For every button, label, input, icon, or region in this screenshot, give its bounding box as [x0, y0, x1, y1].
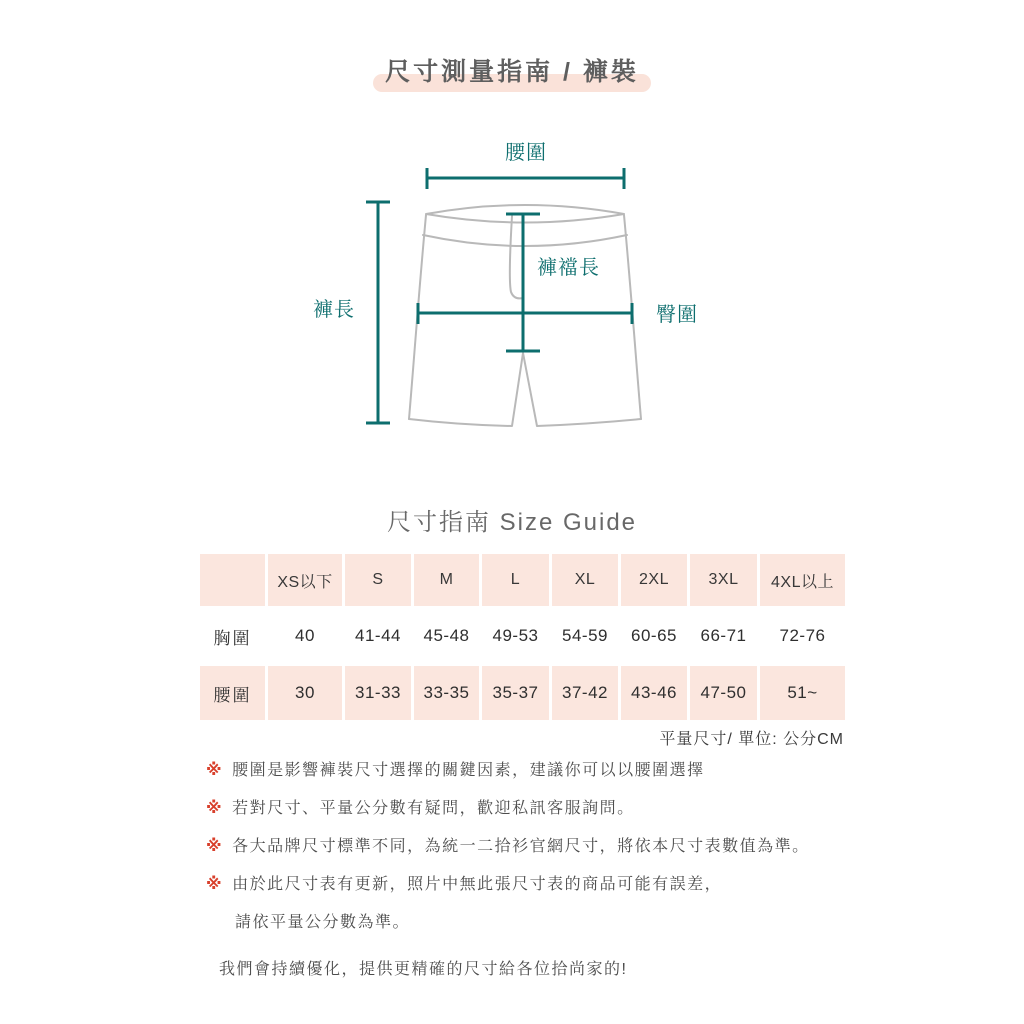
col-header: XL — [552, 554, 618, 606]
note-text: 由於此尺寸表有更新，照片中無此張尺寸表的商品可能有誤差， — [232, 876, 723, 893]
table-cell: 33-35 — [414, 666, 479, 720]
col-header: 2XL — [621, 554, 687, 606]
col-header: L — [482, 554, 549, 606]
fly-line — [510, 216, 523, 298]
table-cell: 41-44 — [345, 609, 411, 663]
note-item — [206, 795, 926, 818]
hip-label: 臀圍 — [656, 304, 698, 326]
table-cell: 72-76 — [760, 609, 845, 663]
table-corner-cell — [200, 554, 265, 606]
note-marker-icon: ※ — [206, 762, 224, 779]
note-item — [206, 757, 926, 780]
table-cell: 37-42 — [552, 666, 618, 720]
note-text: 腰圍是影響褲裝尺寸選擇的關鍵因素，建議你可以以腰圍選擇 — [232, 762, 705, 779]
note-marker-icon: ※ — [206, 838, 224, 855]
notes-footer: 我們會持續優化，提供更精確的尺寸給各位拾尚家的! — [219, 961, 628, 978]
col-header: 3XL — [690, 554, 757, 606]
crotch-length-label: 褲襠長 — [537, 257, 600, 279]
table-cell: 54-59 — [552, 609, 618, 663]
row-label-chest: 胸圍 — [200, 609, 265, 663]
note-marker-icon: ※ — [206, 876, 224, 893]
table-cell: 51~ — [760, 666, 845, 720]
note-item — [206, 833, 926, 856]
waist-measure-line — [427, 168, 624, 189]
waistband-seam — [423, 235, 627, 246]
table-cell: 66-71 — [690, 609, 757, 663]
table-cell: 43-46 — [621, 666, 687, 720]
table-cell: 49-53 — [482, 609, 549, 663]
col-header: M — [414, 554, 479, 606]
waist-label: 腰圍 — [505, 142, 547, 164]
table-cell: 30 — [268, 666, 342, 720]
size-guide-heading: 尺寸指南 Size Guide — [386, 509, 638, 536]
shorts-outline — [409, 205, 641, 426]
note-continuation: 請依平量公分數為準。 — [235, 914, 411, 931]
note-text: 若對尺寸、平量公分數有疑問，歡迎私訊客服詢問。 — [232, 800, 635, 817]
table-cell: 45-48 — [414, 609, 479, 663]
pants-measurement-diagram — [0, 0, 1024, 480]
pant-length-measure-line — [366, 202, 390, 423]
notes-section — [206, 757, 926, 979]
note-item — [206, 871, 926, 894]
col-header: S — [345, 554, 411, 606]
col-header: 4XL以上 — [760, 554, 845, 606]
table-cell: 35-37 — [482, 666, 549, 720]
table-cell: 31-33 — [345, 666, 411, 720]
page-title-text: 尺寸測量指南 / 褲裝 — [385, 58, 639, 86]
table-cell: 47-50 — [690, 666, 757, 720]
col-header: XS以下 — [268, 554, 342, 606]
hem-and-inseam — [409, 353, 641, 426]
size-table — [200, 554, 845, 720]
unit-note: 平量尺寸/ 單位: 公分CM — [659, 731, 844, 748]
hip-measure-line — [418, 303, 632, 324]
note-marker-icon: ※ — [206, 800, 224, 817]
table-cell: 60-65 — [621, 609, 687, 663]
row-label-waist: 腰圍 — [200, 666, 265, 720]
table-cell: 40 — [268, 609, 342, 663]
pant-length-label: 褲長 — [313, 299, 355, 321]
note-text: 各大品牌尺寸標準不同，為統一二拾衫官網尺寸，將依本尺寸表數值為準。 — [232, 838, 810, 855]
